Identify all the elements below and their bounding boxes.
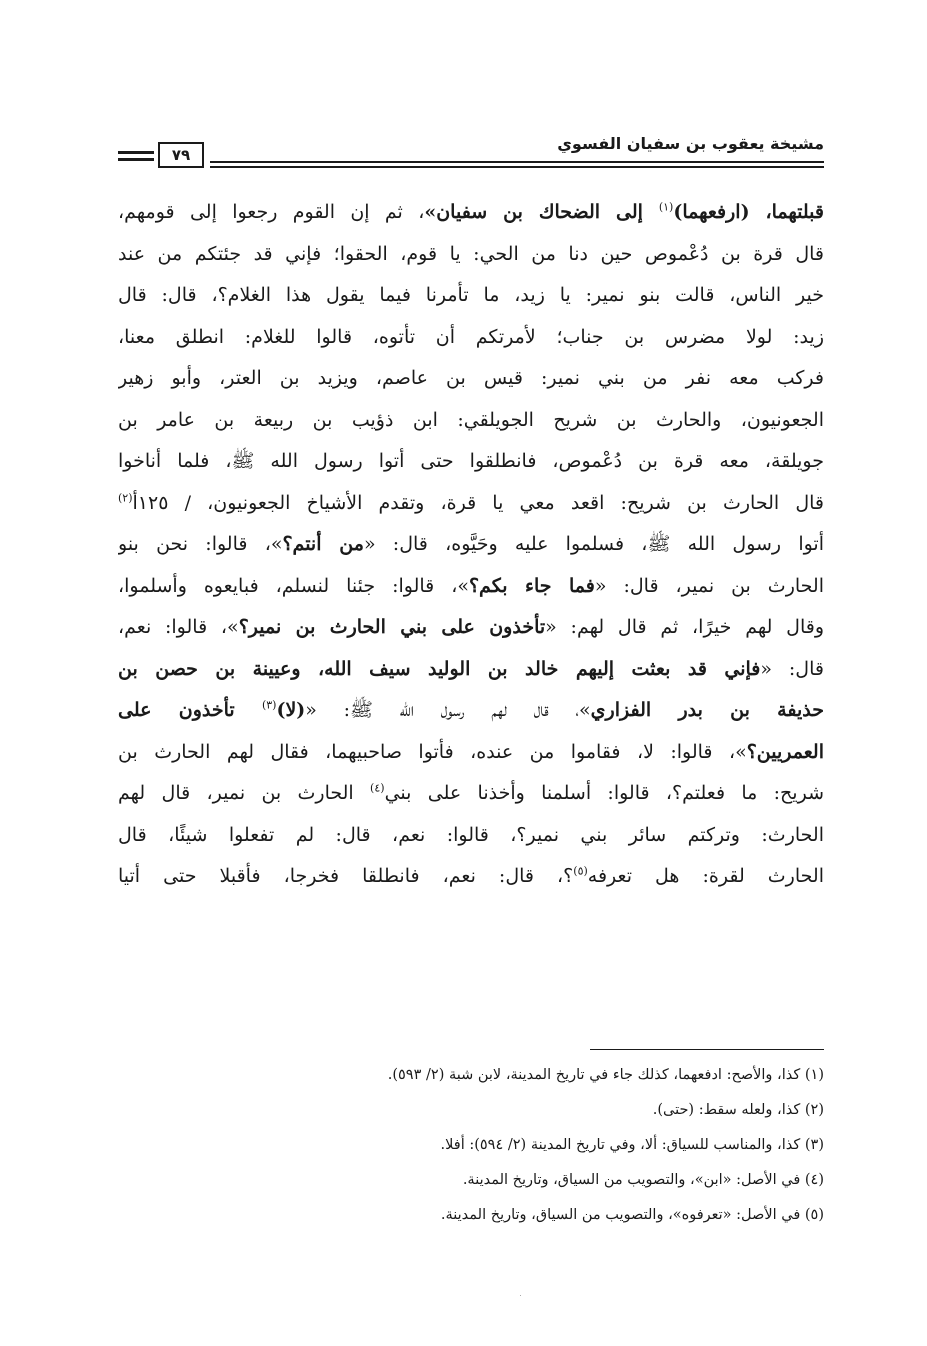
text-segment: قال الحارث بن شريح: اقعد معي يا قرة، وتقدم الأشياخ الجعونيون، / ١٢٥أ xyxy=(132,491,824,514)
footnote: (٣) كذا، والمناسب للسياق: ألا، وفي تاريخ المدينة (٢/ ٥٩٤): أفلا. xyxy=(440,1137,824,1153)
text-segment: ، ثم إن القوم رجعوا إلى قومهم، xyxy=(118,201,425,223)
text-line xyxy=(118,690,824,732)
text-segment: من أنتم؟ xyxy=(282,533,364,555)
footnote: (٤) في الأصل: «ابن»، والتصويب من السياق، وتاريخ المدينة. xyxy=(462,1172,824,1188)
footnote-marker: (٣) xyxy=(261,698,277,712)
text-segment: ؟، قال: نعم، فانطلقا فخرجا، فأقبلا حتى أتيا xyxy=(118,865,574,887)
footnote-separator xyxy=(590,1049,824,1050)
text-line xyxy=(118,566,824,608)
text-segment: زيد: لولا مضرس بن جناب؛ لأمرتكم أن تأتوه، قالوا للغلام: انطلق معنا، xyxy=(118,325,824,348)
page-header xyxy=(118,134,824,168)
text-line xyxy=(118,773,824,815)
footnotes xyxy=(118,1058,824,1233)
header-rule-bottom xyxy=(210,166,824,168)
footnote-marker: (٥) xyxy=(573,864,588,878)
text-segment: الحارث بن نمير، قال: « xyxy=(594,574,824,597)
text-segment: »، قالوا: نحن بنو xyxy=(118,533,283,555)
text-segment: »، قالوا: جئنا لنسلم، فبايعوه وأسلموا، xyxy=(118,574,469,597)
main-text xyxy=(118,192,824,898)
text-segment: (ارفعهما) xyxy=(673,201,750,223)
text-line xyxy=(118,317,824,359)
text-segment: الحارث بن نمير، قال لهم xyxy=(118,782,371,804)
text-line xyxy=(118,607,824,649)
text-segment: قال قرة بن دُعْموص حين دنا من الحي: يا قوم، الحقوا؛ فإني قد جئتكم من عند xyxy=(118,242,824,265)
text-line xyxy=(118,358,824,400)
text-segment: »، قال لهم رسول الله ﷺ: « xyxy=(305,699,591,721)
text-segment: قال: « xyxy=(760,657,824,680)
header-short-rule-top xyxy=(118,151,154,154)
text-line xyxy=(118,400,824,442)
text-segment: حذيفة بن بدر الفزاري xyxy=(590,699,824,721)
text-line xyxy=(118,649,824,691)
text-segment: »، قالوا: لا، فقاموا من عنده، فأتوا صاحبيهما، فقال لهم الحارث بن xyxy=(118,740,747,763)
text-segment: (لا) xyxy=(276,699,306,721)
text-segment: خير الناس، قالت بنو نمير: يا زيد، ما تأمرنا فيما يقول هذا الغلام؟، قال: قال xyxy=(118,284,824,306)
page-number: ٧٩ xyxy=(158,142,204,168)
text-line xyxy=(118,524,824,566)
text-line xyxy=(118,275,824,317)
text-segment: أتوا رسول الله ﷺ، فسلموا عليه وحَيَّوه، قال: « xyxy=(363,533,824,555)
header-rule-top xyxy=(210,161,824,163)
footnote-marker: (١) xyxy=(658,200,674,214)
scan-speck xyxy=(520,1295,521,1296)
text-line xyxy=(118,441,824,483)
text-segment: فما جاء بكم؟ xyxy=(468,574,595,597)
footnote-marker: (٤) xyxy=(370,781,385,795)
text-line xyxy=(118,192,824,234)
text-segment: إلى الضحاك بن سفيان» xyxy=(424,201,659,223)
text-line xyxy=(118,732,824,774)
text-segment: وقال لهم خيرًا، ثم قال لهم: « xyxy=(545,616,824,638)
text-segment: تأخذون على بني الحارث بن نمير؟ xyxy=(238,616,546,638)
header-short-rule-bottom xyxy=(118,158,154,161)
text-segment: تأخذون على xyxy=(118,699,262,721)
footnote: (٥) في الأصل: «تعرفوه»، والتصويب من السياق، وتاريخ المدينة. xyxy=(440,1207,824,1223)
text-segment: فإني قد بعثت إليهم خالد بن الوليد سيف الله، وعيينة بن حصن بن xyxy=(118,657,761,680)
text-line xyxy=(118,483,824,525)
footnote: (٢) كذا، ولعله سقط: (حتى). xyxy=(652,1102,824,1118)
text-line xyxy=(118,856,824,898)
text-line xyxy=(118,234,824,276)
text-line xyxy=(118,815,824,857)
text-segment: العمريين؟ xyxy=(746,740,824,763)
text-segment: فركب معه نفر من بني نمير: قيس بن عاصم، ويزيد بن العتر، وأبو زهير xyxy=(118,367,824,389)
text-segment: الجعونيون، والحارث بن شريح الجويلقي: ابن ذؤيب بن ربيعة بن عامر بن xyxy=(118,408,824,431)
footnote: (١) كذا، والأصح: ادفعهما، كذلك جاء في تاريخ المدينة، لابن شبة (٢/ ٥٩٣). xyxy=(387,1067,824,1083)
text-segment: »، قالوا: نعم، xyxy=(118,616,239,638)
text-segment: الحارث: وتركتم سائر بني نمير؟، قالوا: نعم، قال: لم تفعلوا شيئًا، قال xyxy=(118,823,824,846)
text-segment: قبلتهما، xyxy=(749,201,824,223)
footnote-marker: (٢) xyxy=(118,491,133,505)
running-title: مشيخة يعقوب بن سفيان الفسوي xyxy=(557,134,824,153)
text-segment: الحارث لقرة: هل تعرفه xyxy=(587,865,824,887)
text-segment: جويلقة، معه قرة بن دُعْموص، فانطلقوا حتى أتوا رسول الله ﷺ، فلما أناخوا xyxy=(118,450,824,472)
text-segment: شريح: ما فعلتم؟، قالوا: أسلمنا وأخذنا على بني xyxy=(384,782,824,804)
